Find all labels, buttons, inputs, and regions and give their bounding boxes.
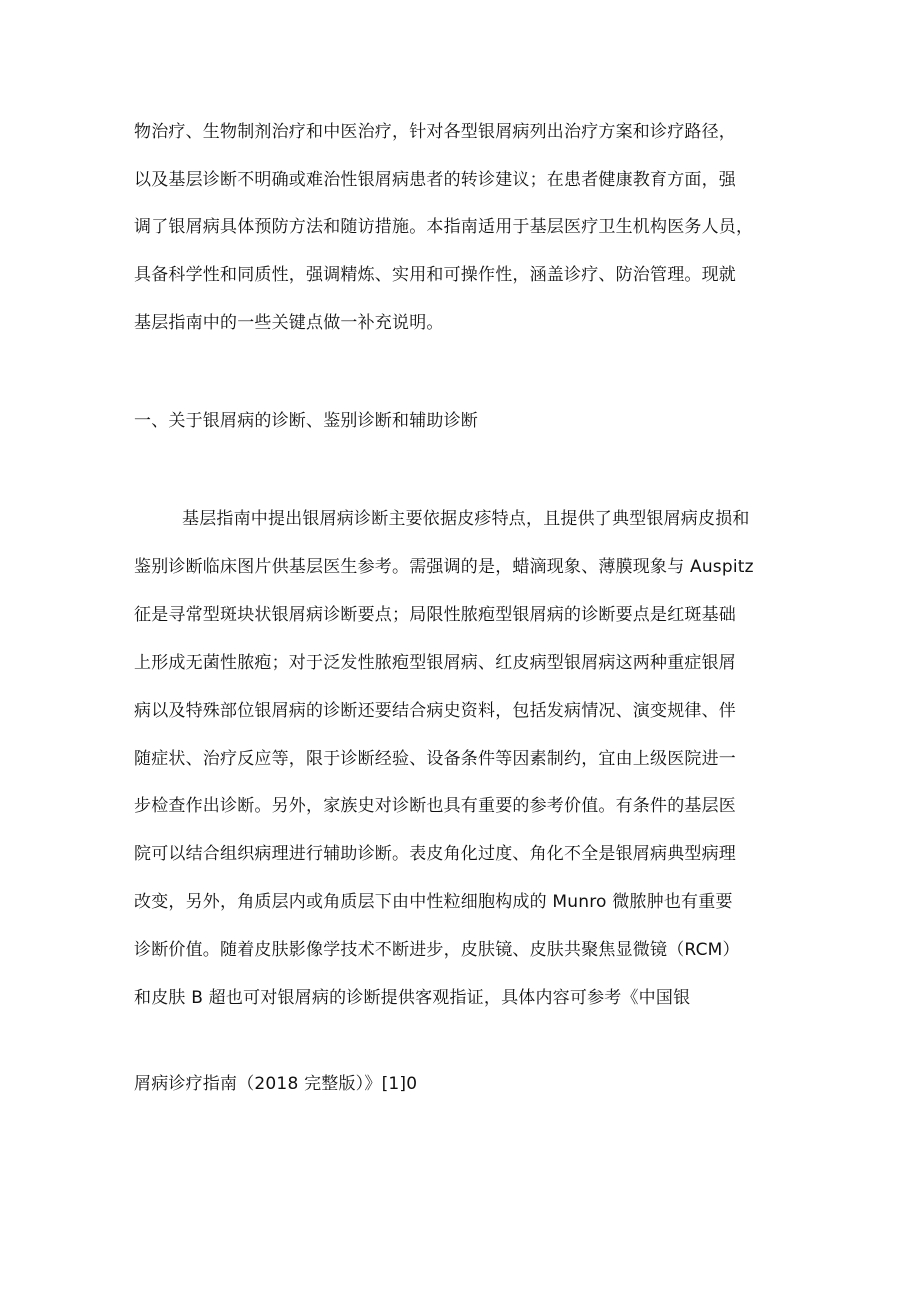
body-line-8: 院可以结合组织病理进行辅助诊断。表皮角化过度、角化不全是银屑病典型病理 xyxy=(134,844,736,864)
section-heading: 一、关于银屑病的诊断、鉴别诊断和辅助诊断 xyxy=(134,411,478,431)
intro-line-4: 具备科学性和同质性，强调精炼、实用和可操作性，涵盖诊疗、防治管理。现就 xyxy=(134,265,736,285)
closing-line: 屑病诊疗指南（2018 完整版）》[1]0 xyxy=(134,1074,418,1094)
body-line-9: 改变，另外，角质层内或角质层下由中性粒细胞构成的 Munro 微脓肿也有重要 xyxy=(134,892,733,912)
body-line-4: 上形成无菌性脓疱；对于泛发性脓疱型银屑病、红皮病型银屑病这两种重症银屑 xyxy=(134,653,736,673)
body-line-6: 随症状、治疗反应等，限于诊断经验、设备条件等因素制约，宜由上级医院进一 xyxy=(134,749,736,769)
body-line-11: 和皮肤 B 超也可对银屑病的诊断提供客观指证，具体内容可参考《中国银 xyxy=(134,988,691,1008)
body-line-3: 征是寻常型斑块状银屑病诊断要点；局限性脓疱型银屑病的诊断要点是红斑基础 xyxy=(134,605,736,625)
intro-line-1: 物治疗、生物制剂治疗和中医治疗，针对各型银屑病列出治疗方案和诊疗路径， xyxy=(134,122,736,142)
body-line-2: 鉴别诊断临床图片供基层医生参考。需强调的是，蜡滴现象、薄膜现象与 Auspitz xyxy=(134,557,754,577)
body-line-7: 步检查作出诊断。另外，家族史对诊断也具有重要的参考价值。有条件的基层医 xyxy=(134,796,736,816)
intro-line-2: 以及基层诊断不明确或难治性银屑病患者的转诊建议；在患者健康教育方面，强 xyxy=(134,170,736,190)
body-line-1: 基层指南中提出银屑病诊断主要依据皮疹特点，且提供了典型银屑病皮损和 xyxy=(182,509,750,529)
body-line-5: 病以及特殊部位银屑病的诊断还要结合病史资料，包括发病情况、演变规律、伴 xyxy=(134,701,736,721)
intro-line-5: 基层指南中的一些关键点做一补充说明。 xyxy=(134,313,444,333)
intro-line-3: 调了银屑病具体预防方法和随访措施。本指南适用于基层医疗卫生机构医务人员， xyxy=(134,217,754,237)
body-line-10: 诊断价值。随着皮肤影像学技术不断进步，皮肤镜、皮肤共聚焦显微镜（RCM） xyxy=(134,940,740,960)
